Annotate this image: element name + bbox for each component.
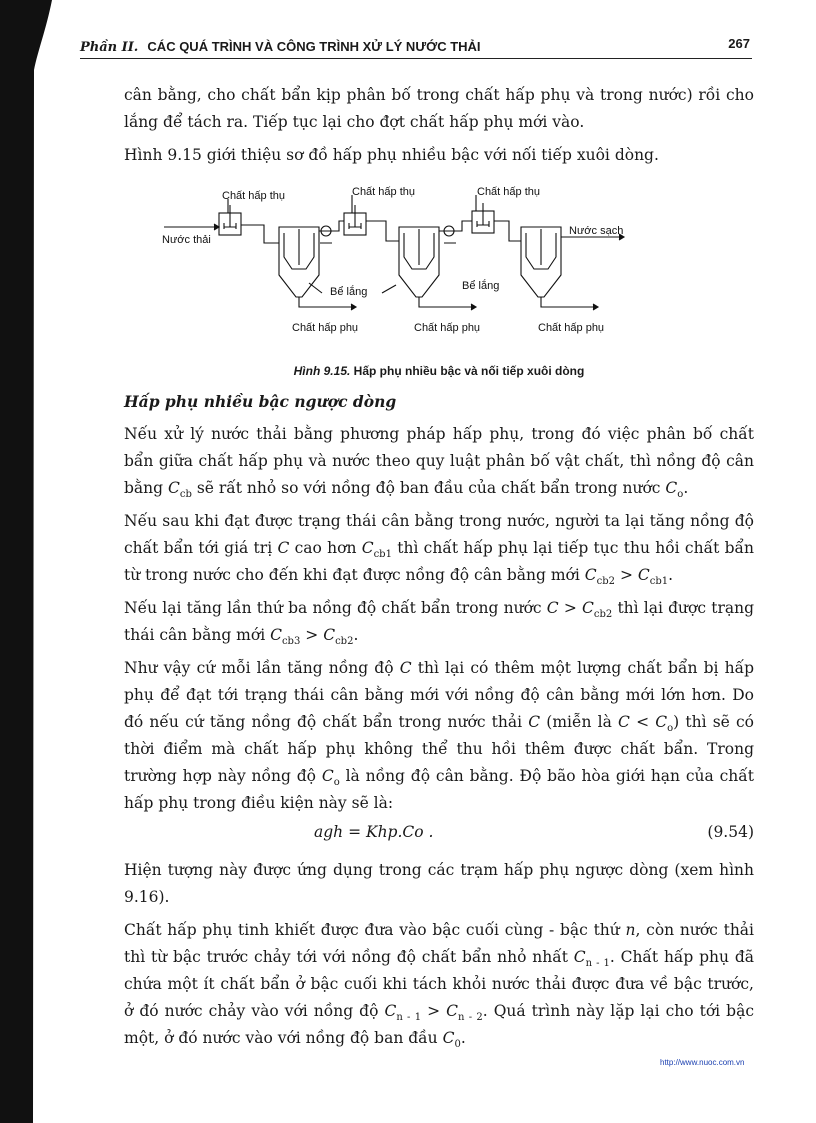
paragraph-7: Hiện tượng này được ứng dụng trong các trạm hấp phụ ngược dòng (xem hình 9.16). [124,861,754,906]
header-part-label: Phần II. [80,40,139,55]
symbol-Ccb-sub: cb [179,489,192,501]
label-adsorbent-2: Chất hấp thụ [352,186,415,198]
paragraph-5 [124,595,754,649]
header-title: CÁC QUÁ TRÌNH VÀ CÔNG TRÌNH XỬ LÝ NƯỚC THẢI [147,39,481,54]
label-adsorbent-3: Chất hấp thụ [477,186,540,198]
symbol-C0: C [442,1029,455,1047]
label-sludge-1: Chất hấp phụ [292,322,359,334]
symbol-C-p4: C [277,539,290,557]
label-adsorbent-1: Chất hấp thụ [222,190,285,202]
symbol-Ccb1: C [361,539,374,557]
p5-text-b: thì lại được trạng thái cân bằng mới [124,599,755,644]
page-number: 267 [728,36,750,51]
p8-text-c: . Chất hấp phụ đã chứa một ít chất bẩn ở bậc cuối khi tách khỏi nước thải được đưa về bậc trước, ở đó nước chảy vào với nồng độ [124,948,754,1020]
symbol-Co-sub-p6: o [667,723,674,735]
paragraph-1: cân bằng, cho chất bẩn kịp phân bố trong chất hấp phụ và trong nước) rồi cho lắng để tách ra. Tiếp tục lại cho đợt chất hấp phụ mới vào. [124,86,754,131]
p8-period: . [460,1029,466,1047]
symbol-Ccb3: C [270,626,282,644]
footer-url: http://www.nuoc.com.vn [660,1058,745,1067]
p5-gt: > [563,599,577,617]
symbol-Cn1: C [573,948,586,966]
p4-text-b: cao hơn [289,539,362,557]
symbol-Cn2: C [446,1002,458,1020]
symbol-Ccb2-sub: cb2 [596,576,616,588]
symbol-Co: C [665,479,678,497]
p5-text-a: Nếu lại tăng lần thứ ba nồng độ chất bẩn trong nước [124,599,547,617]
section-heading: Hấp phụ nhiều bậc ngược dòng [124,392,397,411]
paragraph-8 [124,917,754,1052]
symbol-Ccb3-sub: cb3 [281,636,301,648]
p4-gt: > [619,566,633,584]
p3-text-b: sẽ rất nhỏ so với nồng độ ban đầu của chất bẩn trong nước [191,479,666,497]
figure-9-15-diagram [124,185,754,360]
figure-caption [124,364,754,378]
symbol-C-p6a: C [399,659,412,677]
p8-gt: > [427,1002,441,1020]
symbol-C-p6c: C [618,713,630,731]
paragraph-3 [124,421,754,502]
page-binding-edge [0,0,60,1123]
label-wastewater: Nước thải [162,234,211,246]
label-sludge-3: Chất hấp phụ [538,322,605,334]
caption-text: Hấp phụ nhiều bậc và nối tiếp xuôi dòng [353,364,585,378]
symbol-Ccb2-sub-p5b: cb2 [335,636,354,648]
symbol-Co-p6: C [655,713,668,731]
p8-text-a: Chất hấp phụ tinh khiết được đưa vào bậc cuối cùng - bậc thứ [124,921,626,939]
symbol-n: n [625,921,636,939]
symbol-Cn2-sub: n - 2 [458,1012,483,1024]
p6-text-c: (miễn là [540,713,619,731]
page-body [124,82,754,1052]
symbol-Ccb1-sub-b: cb1 [649,576,669,588]
p3-period: . [683,479,689,497]
symbol-Ccb2-sub-p5: cb2 [593,609,613,621]
p6-text-a: Như vậy cứ mỗi lần tăng nồng độ [124,659,400,677]
symbol-C0-sub: 0 [454,1039,461,1051]
symbol-C-p5: C [546,599,559,617]
label-settling-1: Bể lắng [330,286,368,298]
label-sludge-2: Chất hấp phụ [414,322,481,334]
paragraph-6 [124,655,754,817]
symbol-Ccb: C [168,479,180,497]
symbol-Co-p6b: C [321,767,334,785]
label-clean-water: Nước sạch [569,225,624,237]
p6-lt: < [636,713,650,731]
symbol-Ccb1-b: C [637,566,650,584]
equation-expression: agh = Khp.Co . [314,823,434,841]
symbol-Ccb2: C [584,566,597,584]
paragraph-4 [124,508,754,589]
p4-period: . [668,566,674,584]
symbol-Cn1-sub: n - 1 [585,958,610,970]
symbol-C-p6b: C [528,713,541,731]
p6-text-b: thì lại có thêm một lượng chất bẩn bị hấp phụ để đạt tới trạng thái cân bằng mới với nồng độ cân bằng mới lớn hơn. Do đó nếu cứ tăng nồng độ chất bẩn trong nước thải [124,659,755,731]
process-diagram [124,185,754,360]
equation-9-54 [124,821,754,851]
p3-text-a: Nếu xử lý nước thải bằng phương pháp hấp phụ, trong đó việc phân bố chất bẩn giữa chất hấp phụ và nước theo quy luật phân bố vật chất, thì nồng độ cân bằng [124,425,754,497]
p8-text-b: , còn nước thải thì từ bậc trước chảy tới với nồng độ chất bẩn nhỏ nhất [124,921,754,966]
symbol-Ccb1-sub: cb1 [373,549,392,561]
symbol-Cn1-sub-b: n - 1 [396,1012,422,1024]
p6-text-d: ) thì sẽ có thời điểm mà chất hấp phụ không thể thu hồi thêm được chất bẩn. Trong trường hợp này nồng độ [124,713,754,785]
running-header [80,36,752,59]
p4-text-c: thì chất hấp phụ lại tiếp tục thu hồi chất bẩn từ trong nước cho đến khi đạt được nồng độ cân bằng mới [124,539,754,584]
caption-number: Hình 9.15. [293,364,351,378]
equation-number: (9.54) [707,823,754,841]
paragraph-2: Hình 9.15 giới thiệu sơ đồ hấp phụ nhiều bậc với nối tiếp xuôi dòng. [124,146,659,164]
p6-text-e: là nồng độ cân bằng. Độ bão hòa giới hạn của chất hấp phụ trong điều kiện này sẽ là: [124,767,754,812]
symbol-Co-sub-p6b: o [333,777,340,789]
symbol-Ccb2-p5: C [582,599,594,617]
symbol-Cn1-b: C [384,1002,397,1020]
p5-period: . [353,626,359,644]
p5-gt-b: > [305,626,319,644]
p8-text-d: . Quá trình này lặp lại cho tới bậc một, ở đó nước vào với nồng độ ban đầu [124,1002,754,1047]
symbol-Ccb2-p5b: C [323,626,336,644]
symbol-Co-sub: o [677,489,684,501]
label-settling-2: Bể lắng [462,280,500,292]
p4-text-a: Nếu sau khi đạt được trạng thái cân bằng trong nước, người ta lại tăng nồng độ chất bẩn tới giá trị [124,512,754,557]
